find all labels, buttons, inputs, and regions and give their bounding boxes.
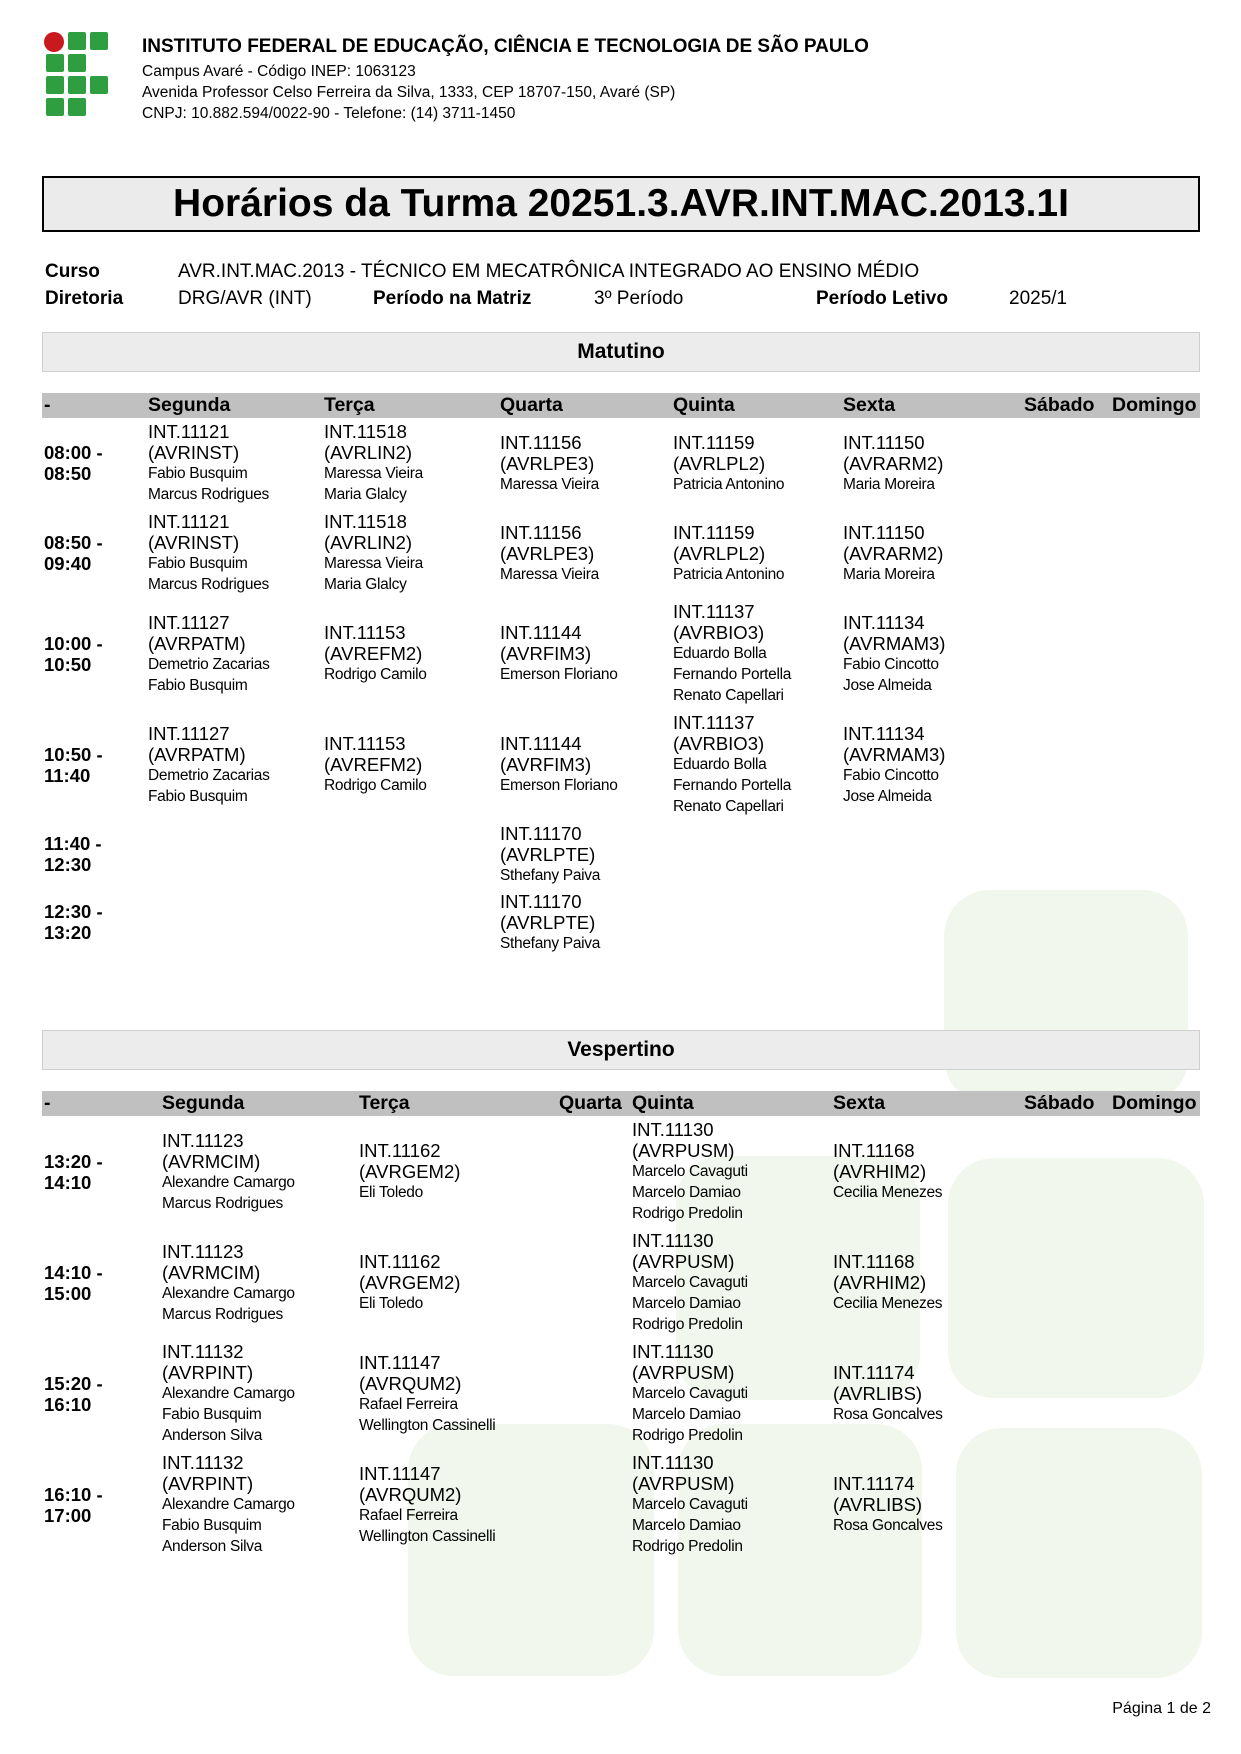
subject-code: (AVRLIN2) bbox=[324, 532, 413, 553]
institution-header bbox=[142, 36, 869, 124]
schedule-cell bbox=[1110, 820, 1200, 888]
subject-code: INT.11159 bbox=[673, 431, 755, 453]
time-label: 11:40 - bbox=[44, 833, 102, 854]
schedule-cell bbox=[357, 1449, 557, 1560]
teacher-name: Jose Almeida bbox=[843, 676, 932, 694]
teacher-name: Marcelo Damiao bbox=[632, 1406, 741, 1423]
logo-red-circle bbox=[44, 32, 64, 52]
campus-line: Campus Avaré - Código INEP: 1063123 bbox=[142, 63, 416, 80]
subject-code: (AVRHIM2) bbox=[833, 1161, 927, 1182]
subject-code: (AVRARM2) bbox=[843, 452, 944, 474]
teacher-name: Maria Glalcy bbox=[324, 576, 407, 593]
subject-code: INT.11518 bbox=[324, 511, 407, 532]
subject-code: INT.11153 bbox=[324, 733, 406, 754]
table-row bbox=[42, 1449, 1200, 1560]
teacher-name: Fabio Busquim bbox=[162, 1406, 262, 1423]
subject-code: INT.11150 bbox=[843, 431, 925, 453]
schedule-cell bbox=[498, 888, 671, 956]
teacher-name: Fabio Cincotto bbox=[843, 766, 939, 784]
subject-code: INT.11130 bbox=[632, 1341, 714, 1362]
schedule-cell bbox=[322, 418, 498, 508]
subject-code: (AVRLIBS) bbox=[833, 1383, 923, 1404]
teacher-name: Rodrigo Predolin bbox=[632, 1427, 743, 1444]
subject-code: (AVRPATM) bbox=[148, 743, 246, 765]
section-title-vespertino: Vespertino bbox=[42, 1030, 1200, 1070]
subject-code: INT.11123 bbox=[162, 1240, 244, 1262]
schedule-cell bbox=[146, 820, 322, 888]
schedule-cell bbox=[630, 1227, 831, 1338]
teacher-name: Maria Glalcy bbox=[324, 486, 407, 503]
schedule-cell bbox=[146, 888, 322, 956]
teacher-name: Eduardo Bolla bbox=[673, 645, 767, 662]
subject-code: INT.11159 bbox=[673, 521, 755, 543]
subject-code: (AVREFM2) bbox=[324, 643, 423, 664]
schedule-cell bbox=[357, 1116, 557, 1227]
teacher-name: Rodrigo Predolin bbox=[632, 1538, 743, 1555]
schedule-cell bbox=[322, 508, 498, 598]
subject-code: (AVRLPL2) bbox=[673, 542, 766, 564]
schedule-cell bbox=[841, 418, 1022, 508]
subject-code: INT.11170 bbox=[500, 822, 582, 844]
subject-code: INT.11150 bbox=[843, 521, 925, 543]
periodo-matriz-value: 3º Período bbox=[594, 288, 684, 309]
subject-code: (AVRMCIM) bbox=[162, 1150, 261, 1172]
schedule-cell bbox=[498, 508, 671, 598]
institution-logo bbox=[44, 32, 112, 116]
column-header: Terça bbox=[357, 1091, 557, 1116]
schedule-cell bbox=[1110, 508, 1200, 598]
schedule-cell bbox=[557, 1116, 630, 1227]
schedule-cell bbox=[498, 418, 671, 508]
schedule-cell bbox=[671, 418, 841, 508]
subject-code: INT.11121 bbox=[148, 511, 230, 532]
teacher-name: Demetrio Zacarias bbox=[148, 655, 270, 673]
schedule-cell bbox=[1022, 598, 1110, 709]
subject-code: (AVRLIN2) bbox=[324, 442, 413, 463]
teacher-name: Marcus Rodrigues bbox=[148, 486, 269, 503]
schedule-cell bbox=[831, 1116, 1022, 1227]
time-slot bbox=[42, 888, 146, 956]
teacher-name: Rodrigo Camilo bbox=[324, 777, 427, 794]
subject-code: (AVRPATM) bbox=[148, 632, 246, 654]
subject-code: INT.11127 bbox=[148, 722, 230, 744]
time-slot bbox=[42, 1227, 160, 1338]
table-row bbox=[42, 418, 1200, 508]
schedule-cell bbox=[831, 1449, 1022, 1560]
schedule-cell bbox=[1022, 508, 1110, 598]
column-header: Quarta bbox=[557, 1091, 630, 1116]
time-slot bbox=[42, 598, 146, 709]
schedule-cell bbox=[671, 820, 841, 888]
schedule-cell bbox=[841, 598, 1022, 709]
time-label: 16:10 - bbox=[44, 1483, 103, 1505]
table-header-row bbox=[42, 1091, 1200, 1116]
teacher-name: Fernando Portella bbox=[673, 666, 792, 683]
subject-code: (AVRHIM2) bbox=[833, 1272, 927, 1293]
schedule-cell bbox=[322, 709, 498, 820]
subject-code: INT.11162 bbox=[359, 1140, 441, 1161]
teacher-name: Wellington Cassinelli bbox=[359, 1416, 496, 1434]
time-slot bbox=[42, 508, 146, 598]
teacher-name: Alexandre Camargo bbox=[162, 1173, 295, 1191]
section-title-matutino: Matutino bbox=[42, 332, 1200, 372]
diretoria-value: DRG/AVR (INT) bbox=[178, 288, 312, 309]
teacher-name: Patricia Antonino bbox=[673, 475, 785, 493]
teacher-name: Patricia Antonino bbox=[673, 565, 785, 583]
time-label: 16:10 bbox=[44, 1393, 92, 1415]
schedule-cell bbox=[1022, 1338, 1110, 1449]
schedule-cell bbox=[146, 418, 322, 508]
curso-label: Curso bbox=[45, 261, 100, 282]
schedule-table-vespertino bbox=[42, 1091, 1200, 1560]
schedule-cell bbox=[841, 820, 1022, 888]
schedule-cell bbox=[160, 1338, 357, 1449]
schedule-cell bbox=[1022, 888, 1110, 956]
teacher-name: Renato Capellari bbox=[673, 687, 784, 704]
subject-code: (AVRINST) bbox=[148, 532, 240, 553]
diretoria-label: Diretoria bbox=[45, 288, 124, 309]
column-header: Terça bbox=[322, 393, 498, 418]
subject-code: INT.11123 bbox=[162, 1129, 244, 1151]
time-slot bbox=[42, 1338, 160, 1449]
schedule-cell bbox=[841, 888, 1022, 956]
schedule-cell bbox=[1110, 418, 1200, 508]
subject-code: (AVRARM2) bbox=[843, 542, 944, 564]
subject-code: INT.11132 bbox=[162, 1341, 244, 1362]
subject-code: INT.11147 bbox=[359, 1462, 441, 1484]
subject-code: INT.11144 bbox=[500, 733, 582, 754]
column-header: Quinta bbox=[671, 393, 841, 418]
subject-code: INT.11132 bbox=[162, 1452, 244, 1473]
subject-code: INT.11134 bbox=[843, 722, 925, 744]
schedule-cell bbox=[671, 508, 841, 598]
column-header: Segunda bbox=[160, 1091, 357, 1116]
time-label: 13:20 - bbox=[44, 1150, 103, 1172]
schedule-cell bbox=[146, 598, 322, 709]
teacher-name: Eduardo Bolla bbox=[673, 756, 767, 773]
subject-code: (AVRINST) bbox=[148, 442, 240, 463]
time-label: 10:50 bbox=[44, 653, 92, 675]
institution-name: INSTITUTO FEDERAL DE EDUCAÇÃO, CIÊNCIA E TECNOLOGIA DE SÃO PAULO bbox=[142, 36, 869, 57]
column-header: Sexta bbox=[841, 393, 1022, 418]
time-label: 14:10 - bbox=[44, 1261, 103, 1283]
subject-code: (AVRMAM3) bbox=[843, 632, 946, 654]
subject-code: INT.11174 bbox=[833, 1362, 915, 1383]
subject-code: INT.11127 bbox=[148, 611, 230, 633]
schedule-cell bbox=[322, 598, 498, 709]
time-label: 10:00 - bbox=[44, 632, 103, 654]
schedule-cell bbox=[671, 709, 841, 820]
column-header: Sexta bbox=[831, 1091, 1022, 1116]
teacher-name: Marcelo Damiao bbox=[632, 1184, 741, 1201]
subject-code: INT.11144 bbox=[500, 622, 582, 643]
teacher-name: Anderson Silva bbox=[162, 1427, 263, 1444]
page-title: Horários da Turma 20251.3.AVR.INT.MAC.2013.1I bbox=[42, 176, 1200, 232]
subject-code: (AVRGEM2) bbox=[359, 1272, 461, 1293]
schedule-cell bbox=[1110, 1449, 1200, 1560]
teacher-name: Marcelo Cavaguti bbox=[632, 1163, 748, 1180]
subject-code: INT.11130 bbox=[632, 1230, 714, 1251]
column-header: - bbox=[42, 1091, 160, 1116]
schedule-cell bbox=[1022, 1449, 1110, 1560]
teacher-name: Marcus Rodrigues bbox=[148, 576, 269, 593]
subject-code: (AVRBIO3) bbox=[673, 733, 765, 754]
schedule-cell bbox=[1110, 888, 1200, 956]
schedule-cell bbox=[1110, 709, 1200, 820]
teacher-name: Rodrigo Predolin bbox=[632, 1316, 743, 1333]
schedule-cell bbox=[841, 508, 1022, 598]
teacher-name: Alexandre Camargo bbox=[162, 1496, 295, 1513]
time-label: 08:50 bbox=[44, 463, 92, 484]
teacher-name: Fabio Busquim bbox=[148, 787, 248, 805]
subject-code: (AVRMCIM) bbox=[162, 1261, 261, 1283]
teacher-name: Maria Moreira bbox=[843, 565, 935, 583]
column-header: Quinta bbox=[630, 1091, 831, 1116]
address-line: Avenida Professor Celso Ferreira da Silva, 1333, CEP 18707-150, Avaré (SP) bbox=[142, 84, 676, 101]
subject-code: INT.11168 bbox=[833, 1140, 915, 1161]
schedule-cell bbox=[498, 820, 671, 888]
table-header-row bbox=[42, 393, 1200, 418]
schedule-cell bbox=[671, 888, 841, 956]
subject-code: INT.11134 bbox=[843, 611, 925, 633]
time-slot bbox=[42, 709, 146, 820]
teacher-name: Marcelo Cavaguti bbox=[632, 1385, 748, 1402]
subject-code: INT.11174 bbox=[833, 1473, 915, 1494]
teacher-name: Fabio Busquim bbox=[148, 465, 248, 482]
schedule-cell bbox=[322, 820, 498, 888]
schedule-cell bbox=[557, 1449, 630, 1560]
teacher-name: Sthefany Paiva bbox=[500, 866, 601, 884]
teacher-name: Maressa Vieira bbox=[500, 565, 599, 583]
time-slot bbox=[42, 418, 146, 508]
schedule-cell bbox=[1110, 1338, 1200, 1449]
schedule-cell bbox=[831, 1338, 1022, 1449]
schedule-cell bbox=[1110, 1227, 1200, 1338]
teacher-name: Rodrigo Predolin bbox=[632, 1205, 743, 1222]
subject-code: INT.11518 bbox=[324, 421, 407, 442]
periodo-letivo-value: 2025/1 bbox=[1009, 288, 1068, 309]
periodo-letivo-label: Período Letivo bbox=[816, 288, 948, 309]
column-header: Segunda bbox=[146, 393, 322, 418]
schedule-cell bbox=[1022, 1227, 1110, 1338]
subject-code: (AVREFM2) bbox=[324, 754, 423, 775]
schedule-cell bbox=[322, 888, 498, 956]
time-label: 14:10 bbox=[44, 1171, 92, 1193]
subject-code: (AVRFIM3) bbox=[500, 754, 592, 775]
teacher-name: Cecilia Menezes bbox=[833, 1184, 943, 1201]
schedule-cell bbox=[557, 1227, 630, 1338]
teacher-name: Maressa Vieira bbox=[324, 555, 423, 572]
schedule-cell bbox=[1110, 1116, 1200, 1227]
schedule-table-matutino bbox=[42, 393, 1200, 956]
subject-code: (AVRQUM2) bbox=[359, 1483, 462, 1505]
curso-value: AVR.INT.MAC.2013 - TÉCNICO EM MECATRÔNICA INTEGRADO AO ENSINO MÉDIO bbox=[178, 261, 920, 282]
subject-code: INT.11170 bbox=[500, 890, 582, 912]
schedule-cell bbox=[1022, 1116, 1110, 1227]
subject-code: INT.11156 bbox=[500, 521, 582, 543]
teacher-name: Marcelo Cavaguti bbox=[632, 1496, 748, 1513]
schedule-cell bbox=[160, 1449, 357, 1560]
teacher-name: Fernando Portella bbox=[673, 777, 792, 794]
schedule-cell bbox=[357, 1227, 557, 1338]
schedule-cell bbox=[146, 709, 322, 820]
table-row bbox=[42, 1338, 1200, 1449]
time-label: 10:50 - bbox=[44, 743, 103, 765]
teacher-name: Maressa Vieira bbox=[324, 465, 423, 482]
table-row bbox=[42, 888, 1200, 956]
subject-code: (AVRPINT) bbox=[162, 1473, 254, 1494]
table-row bbox=[42, 508, 1200, 598]
teacher-name: Eli Toledo bbox=[359, 1295, 423, 1312]
schedule-cell bbox=[498, 709, 671, 820]
time-label: 08:00 - bbox=[44, 442, 103, 463]
time-label: 12:30 bbox=[44, 854, 92, 875]
schedule-cell bbox=[160, 1116, 357, 1227]
column-header: Sábado bbox=[1022, 1091, 1110, 1116]
subject-code: (AVRPUSM) bbox=[632, 1473, 735, 1494]
subject-code: (AVRPINT) bbox=[162, 1362, 254, 1383]
subject-code: (AVRQUM2) bbox=[359, 1372, 462, 1394]
schedule-cell bbox=[146, 508, 322, 598]
teacher-name: Maressa Vieira bbox=[500, 475, 599, 493]
subject-code: (AVRPUSM) bbox=[632, 1251, 735, 1272]
schedule-cell bbox=[1110, 598, 1200, 709]
column-header: Sábado bbox=[1022, 393, 1110, 418]
subject-code: (AVRGEM2) bbox=[359, 1161, 461, 1182]
subject-code: (AVRMAM3) bbox=[843, 743, 946, 765]
teacher-name: Marcelo Damiao bbox=[632, 1295, 741, 1312]
time-slot bbox=[42, 820, 146, 888]
column-header: Quarta bbox=[498, 393, 671, 418]
page-number: Página 1 de 2 bbox=[1112, 1700, 1211, 1717]
subject-code: INT.11168 bbox=[833, 1251, 915, 1272]
schedule-cell bbox=[557, 1338, 630, 1449]
subject-code: (AVRLPE3) bbox=[500, 452, 595, 474]
teacher-name: Cecilia Menezes bbox=[833, 1295, 943, 1312]
column-header: Domingo bbox=[1110, 393, 1200, 418]
table-row bbox=[42, 598, 1200, 709]
teacher-name: Emerson Floriano bbox=[500, 777, 618, 794]
cnpj-line: CNPJ: 10.882.594/0022-90 - Telefone: (14) 3711-1450 bbox=[142, 105, 516, 122]
teacher-name: Fabio Busquim bbox=[148, 676, 248, 694]
subject-code: INT.11147 bbox=[359, 1351, 441, 1373]
table-row bbox=[42, 1116, 1200, 1227]
teacher-name: Alexandre Camargo bbox=[162, 1385, 295, 1402]
subject-code: INT.11130 bbox=[632, 1119, 714, 1140]
teacher-name: Sthefany Paiva bbox=[500, 934, 601, 952]
subject-code: INT.11162 bbox=[359, 1251, 441, 1272]
schedule-cell bbox=[671, 598, 841, 709]
subject-code: INT.11137 bbox=[673, 712, 755, 733]
teacher-name: Alexandre Camargo bbox=[162, 1284, 295, 1302]
time-slot bbox=[42, 1449, 160, 1560]
teacher-name: Renato Capellari bbox=[673, 798, 784, 815]
time-label: 12:30 - bbox=[44, 901, 103, 922]
teacher-name: Marcelo Damiao bbox=[632, 1517, 741, 1534]
teacher-name: Jose Almeida bbox=[843, 787, 932, 805]
teacher-name: Anderson Silva bbox=[162, 1538, 263, 1555]
table-row bbox=[42, 709, 1200, 820]
schedule-cell bbox=[841, 709, 1022, 820]
teacher-name: Rosa Goncalves bbox=[833, 1517, 943, 1534]
column-header: Domingo bbox=[1110, 1091, 1200, 1116]
subject-code: (AVRPUSM) bbox=[632, 1362, 735, 1383]
time-label: 08:50 - bbox=[44, 532, 103, 553]
subject-code: (AVRPUSM) bbox=[632, 1140, 735, 1161]
time-label: 15:00 bbox=[44, 1282, 92, 1304]
subject-code: INT.11121 bbox=[148, 421, 230, 442]
subject-code: (AVRLPTE) bbox=[500, 843, 596, 865]
teacher-name: Maria Moreira bbox=[843, 475, 935, 493]
schedule-cell bbox=[831, 1227, 1022, 1338]
teacher-name: Fabio Busquim bbox=[148, 555, 248, 572]
schedule-cell bbox=[357, 1338, 557, 1449]
schedule-cell bbox=[630, 1338, 831, 1449]
column-header: - bbox=[42, 393, 146, 418]
subject-code: (AVRFIM3) bbox=[500, 643, 592, 664]
time-label: 15:20 - bbox=[44, 1372, 103, 1394]
teacher-name: Fabio Busquim bbox=[162, 1517, 262, 1534]
subject-code: INT.11130 bbox=[632, 1452, 714, 1473]
schedule-cell bbox=[1022, 709, 1110, 820]
teacher-name: Rafael Ferreira bbox=[359, 1395, 458, 1413]
teacher-name: Marcelo Cavaguti bbox=[632, 1274, 748, 1291]
teacher-name: Rafael Ferreira bbox=[359, 1506, 458, 1524]
schedule-cell bbox=[630, 1449, 831, 1560]
time-label: 17:00 bbox=[44, 1504, 92, 1526]
time-label: 13:20 bbox=[44, 922, 92, 943]
time-label: 09:40 bbox=[44, 553, 92, 574]
teacher-name: Marcus Rodrigues bbox=[162, 1194, 283, 1212]
teacher-name: Emerson Floriano bbox=[500, 666, 618, 683]
subject-code: (AVRLPTE) bbox=[500, 911, 596, 933]
teacher-name: Demetrio Zacarias bbox=[148, 766, 270, 784]
table-row bbox=[42, 1227, 1200, 1338]
subject-code: (AVRLPE3) bbox=[500, 542, 595, 564]
schedule-cell bbox=[1022, 418, 1110, 508]
subject-code: INT.11137 bbox=[673, 601, 755, 622]
teacher-name: Wellington Cassinelli bbox=[359, 1527, 496, 1545]
subject-code: INT.11156 bbox=[500, 431, 582, 453]
time-label: 11:40 bbox=[44, 764, 91, 786]
teacher-name: Fabio Cincotto bbox=[843, 655, 939, 673]
table-row bbox=[42, 820, 1200, 888]
schedule-cell bbox=[1022, 820, 1110, 888]
time-slot bbox=[42, 1116, 160, 1227]
schedule-cell bbox=[630, 1116, 831, 1227]
teacher-name: Rodrigo Camilo bbox=[324, 666, 427, 683]
schedule-cell bbox=[498, 598, 671, 709]
periodo-matriz-label: Período na Matriz bbox=[373, 288, 532, 309]
teacher-name: Marcus Rodrigues bbox=[162, 1305, 283, 1323]
schedule-cell bbox=[160, 1227, 357, 1338]
teacher-name: Eli Toledo bbox=[359, 1184, 423, 1201]
subject-code: (AVRBIO3) bbox=[673, 622, 765, 643]
subject-code: (AVRLIBS) bbox=[833, 1494, 923, 1515]
subject-code: (AVRLPL2) bbox=[673, 452, 766, 474]
subject-code: INT.11153 bbox=[324, 622, 406, 643]
teacher-name: Rosa Goncalves bbox=[833, 1406, 943, 1423]
